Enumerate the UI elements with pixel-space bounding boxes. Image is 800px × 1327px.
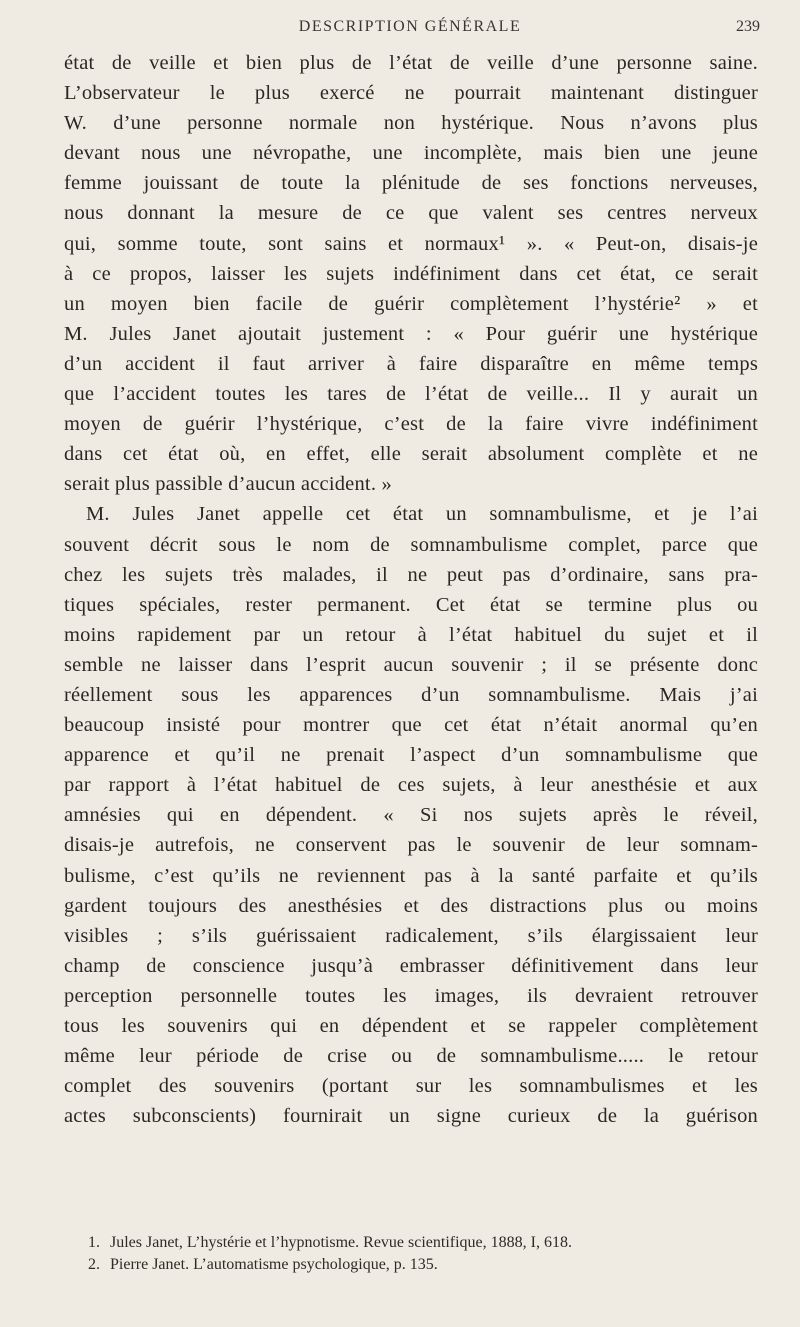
text-line: d’un accident il faut arriver à faire disparaître en même temps <box>64 352 758 375</box>
text-line: dans cet état où, en effet, elle serait absolument complète et ne <box>64 443 758 466</box>
text-line: champ de conscience jusqu’à embrasser définitivement dans leur <box>64 954 758 977</box>
running-title: DESCRIPTION GÉNÉRALE <box>298 18 522 35</box>
text-line: actes subconscients) fournirait un signe curieux de la guérison <box>64 1105 758 1128</box>
text-line: serait plus passible d’aucun accident. » <box>64 473 392 496</box>
text-line: M. Jules Janet ajoutait justement : « Pour guérir une hystérique <box>64 322 758 345</box>
footnote <box>88 1232 728 1254</box>
text-line: état de veille et bien plus de l’état de veille d’une personne saine. <box>64 52 758 74</box>
text-line: tiques spéciales, rester permanent. Cet état se termine plus ou <box>64 593 758 616</box>
text-line: gardent toujours des anesthésies et des distractions plus ou moins <box>64 894 758 917</box>
text-line: souvent décrit sous le nom de somnambulisme complet, parce que <box>64 533 758 556</box>
text-line: moyen de guérir l’hystérique, c’est de la faire vivre indéfiniment <box>64 413 758 436</box>
text-line: devant nous une névropathe, une incomplète, mais bien une jeune <box>64 142 758 165</box>
text-line: moins rapidement par un retour à l’état habituel du sujet et il <box>64 623 758 646</box>
text-line: un moyen bien facile de guérir complètement l’hystérie² » et <box>64 292 758 315</box>
text-line: W. d’une personne normale non hystérique. Nous n’avons plus <box>64 112 758 135</box>
text-line: que l’accident toutes les tares de l’état de veille... Il y aurait un <box>64 383 758 406</box>
text-line: chez les sujets très malades, il ne peut pas d’ordinaire, sans pra- <box>64 563 758 586</box>
page-header <box>60 16 760 42</box>
text-line: nous donnant la mesure de ce que valent ses centres nerveux <box>64 202 758 225</box>
footnote-number: 1. <box>88 1234 100 1251</box>
text-line: par rapport à l’état habituel de ces sujets, à leur anesthésie et aux <box>64 774 758 797</box>
footnotes <box>88 1232 728 1276</box>
text-line: à ce propos, laisser les sujets indéfiniment dans cet état, ce serait <box>64 262 758 285</box>
footnote-text: Jules Janet, L’hystérie et l’hypnotisme. Revue scientifique, 1888, I, 618. <box>110 1234 572 1251</box>
text-line: même leur période de crise ou de somnambulisme..... le retour <box>64 1045 758 1068</box>
text-line: amnésies qui en dépendent. « Si nos sujets après le réveil, <box>64 804 758 827</box>
text-line: visibles ; s’ils guérissaient radicalement, s’ils élargissaient leur <box>64 924 758 947</box>
text-line: disais-je autrefois, ne conservent pas le souvenir de leur somnam- <box>64 834 758 857</box>
body-text <box>64 48 758 1131</box>
footnote-number: 2. <box>88 1256 100 1273</box>
text-line: tous les souvenirs qui en dépendent et se rappeler complètement <box>64 1015 758 1037</box>
text-line: bulisme, c’est qu’ils ne reviennent pas à la santé parfaite et qu’ils <box>64 864 758 887</box>
footnote <box>88 1254 728 1276</box>
text-line: réellement sous les apparences d’un somnambulisme. Mais j’ai <box>64 683 758 706</box>
text-line: apparence et qu’il ne prenait l’aspect d’un somnambulisme que <box>64 744 758 767</box>
text-line: L’observateur le plus exercé ne pourrait maintenant distinguer <box>64 82 758 105</box>
text-line: qui, somme toute, sont sains et normaux¹ ». « Peut-on, disais-je <box>64 232 758 255</box>
footnote-text: Pierre Janet. L’automatisme psychologique, p. 135. <box>110 1256 438 1273</box>
text-line: beaucoup insisté pour montrer que cet état n’était anormal qu’en <box>64 714 758 737</box>
text-line: perception personnelle toutes les images, ils devraient retrouver <box>64 984 758 1007</box>
text-line: femme jouissant de toute la plénitude de ses fonctions nerveuses, <box>64 172 758 195</box>
text-line: M. Jules Janet appelle cet état un somnambulisme, et je l’ai <box>86 503 758 526</box>
text-line: semble ne laisser dans l’esprit aucun souvenir ; il se présente donc <box>64 653 758 676</box>
text-line: complet des souvenirs (portant sur les somnambulismes et les <box>64 1075 758 1098</box>
page-number: 239 <box>736 18 760 35</box>
